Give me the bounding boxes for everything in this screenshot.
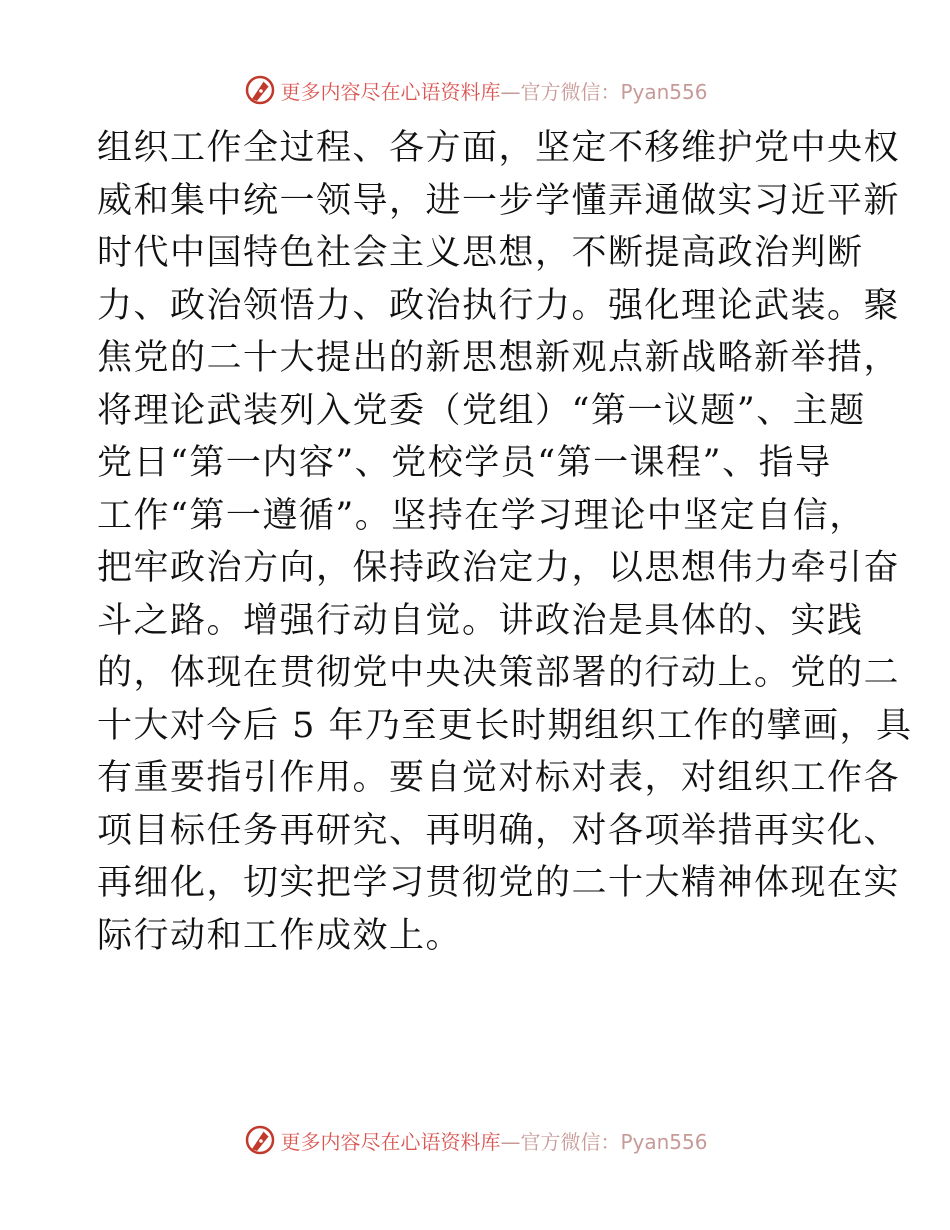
text-line: 斗之路。增强行动自觉。讲政治是具体的、实践 <box>97 600 864 641</box>
watermark-text <box>280 1126 707 1155</box>
text-line: 组织工作全过程、各方面，坚定不移维护党中央权 <box>97 128 901 168</box>
pen-nib-logo-icon <box>242 72 278 108</box>
text-line: 际行动和工作成效上。 <box>97 915 463 956</box>
watermark-text <box>280 76 707 105</box>
text-line: 焦党的二十大提出的新思想新观点新战略新举措， <box>97 338 901 378</box>
text-line: 威和集中统一领导，进一步学懂弄通做实习近平新 <box>97 180 901 221</box>
text-line: 工作“第一遵循”。坚持在学习理论中坚定自信， <box>97 495 866 536</box>
body-text <box>97 122 913 962</box>
watermark-grey-text: —官方微信：Pyan556 <box>500 1129 708 1154</box>
watermark-red-text: 更多内容尽在心语资料库 <box>280 1129 501 1154</box>
text-line: 将理论武装列入党委（党组）“第一议题”、主题 <box>97 390 866 431</box>
watermark-red-text: 更多内容尽在心语资料库 <box>280 79 501 104</box>
text-line: 党日“第一内容”、党校学员“第一课程”、指导 <box>97 443 832 483</box>
text-line: 有重要指引作用。要自觉对标对表，对组织工作各 <box>97 758 901 798</box>
text-line: 项目标任务再研究、再明确，对各项举措再实化、 <box>97 810 901 851</box>
text-line: 再细化，切实把学习贯彻党的二十大精神体现在实 <box>97 863 901 903</box>
pen-nib-logo-icon <box>242 1122 278 1158</box>
text-line: 时代中国特色社会主义思想，不断提高政治判断 <box>97 233 864 273</box>
text-line: 力、政治领悟力、政治执行力。强化理论武装。聚 <box>97 285 901 326</box>
watermark-banner-bottom <box>0 1120 950 1160</box>
text-line: 十大对今后 5 年乃至更长时期组织工作的擘画，具 <box>97 705 913 746</box>
text-line: 把牢政治方向，保持政治定力，以思想伟力牵引奋 <box>97 548 901 588</box>
text-line: 的，体现在贯彻党中央决策部署的行动上。党的二 <box>97 653 901 693</box>
watermark-banner-top <box>0 70 950 110</box>
watermark-grey-text: —官方微信：Pyan556 <box>500 79 708 104</box>
